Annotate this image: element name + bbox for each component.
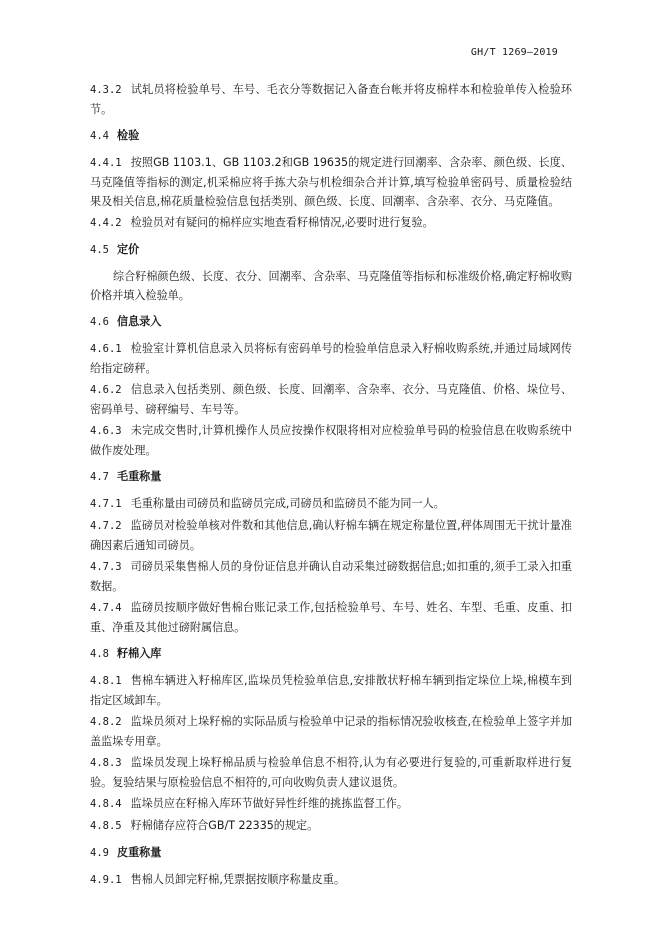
section-number: 4.4 [90, 130, 109, 142]
section-number: 4.5 [90, 244, 109, 256]
section-title: 检验 [116, 129, 140, 142]
clause-4-4-1 [90, 153, 572, 211]
section-4-5-text: 综合籽棉颜色级、长度、衣分、回潮率、含杂率、马克隆值等指标和标准级价格,确定籽棉收购价格并填入检验单。 [90, 270, 572, 302]
clause-text: 未完成交售时,计算机操作人员应按操作权限将相对应检验单号码的检验信息在收购系统中做作废处理。 [90, 424, 572, 457]
section-heading-4-6 [90, 312, 572, 332]
clause-number: 4.8.1 [90, 675, 122, 687]
clause-number: 4.7.4 [90, 602, 122, 614]
section-title: 籽棉入库 [116, 647, 162, 660]
clause-text: 监垛员须对上垛籽棉的实际品质与检验单中记录的指标情况验收核查,在检验单上签字并加盖监垛专用章。 [90, 715, 572, 748]
clause-4-6-1 [90, 339, 572, 378]
clause-text: 检验员对有疑问的棉样应实地查看籽棉情况,必要时进行复验。 [130, 216, 434, 229]
section-heading-4-5 [90, 240, 572, 260]
section-heading-4-4 [90, 126, 572, 146]
clause-number: 4.8.3 [90, 757, 122, 769]
clause-text: 籽棉储存应符合GB/T 22335的规定。 [130, 819, 319, 832]
clause-text: 试轧员将检验单号、车号、毛衣分等数据记入备查台帐并将皮棉样本和检验单传入检验环节。 [90, 83, 572, 116]
clause-number: 4.4.2 [90, 217, 122, 229]
section-number: 4.7 [90, 471, 109, 483]
section-heading-4-7 [90, 467, 572, 487]
clause-4-8-3 [90, 753, 572, 792]
section-title: 皮重称量 [116, 846, 162, 859]
clause-4-8-1 [90, 671, 572, 710]
clause-4-8-2 [90, 712, 572, 751]
document-body [90, 80, 572, 890]
clause-number: 4.7.3 [90, 561, 122, 573]
clause-number: 4.7.1 [90, 498, 122, 510]
clause-4-7-1 [90, 494, 572, 514]
clause-text: 毛重称量由司磅员和监磅员完成,司磅员和监磅员不能为同一人。 [130, 497, 445, 510]
section-title: 定价 [116, 243, 140, 256]
clause-text: 司磅员采集售棉人员的身份证信息并确认自动采集过磅数据信息;如扣重的,须手工录入扣重数据。 [90, 560, 572, 593]
section-number: 4.8 [90, 648, 109, 660]
section-number: 4.9 [90, 847, 109, 859]
section-heading-4-8 [90, 644, 572, 664]
clause-4-7-3 [90, 557, 572, 596]
clause-text: 监磅员按顺序做好售棉台账记录工作,包括检验单号、车号、姓名、车型、毛重、皮重、扣重、净重及其他过磅附属信息。 [90, 601, 572, 634]
section-number: 4.6 [90, 316, 109, 328]
clause-text: 监垛员发现上垛籽棉品质与检验单信息不相符,认为有必要进行复验的,可重新取样进行复验。复验结果与原检验信息不相符的,可向收购负责人建议退货。 [90, 756, 572, 789]
clause-4-4-2 [90, 213, 572, 233]
clause-4-6-3 [90, 421, 572, 460]
clause-4-3-2 [90, 80, 572, 119]
clause-number: 4.8.4 [90, 798, 122, 810]
clause-text: 售棉人员卸完籽棉,凭票据按顺序称量皮重。 [130, 873, 345, 886]
clause-number: 4.8.5 [90, 820, 122, 832]
clause-4-8-4 [90, 794, 572, 814]
clause-4-6-2 [90, 380, 572, 419]
clause-4-9-1 [90, 870, 572, 890]
clause-text: 监磅员对检验单核对件数和其他信息,确认籽棉车辆在规定称量位置,秤体周围无干扰计量准确因素后通知司磅员。 [90, 519, 572, 552]
clause-number: 4.3.2 [90, 84, 122, 96]
clause-number: 4.7.2 [90, 520, 122, 532]
clause-number: 4.6.3 [90, 425, 122, 437]
clause-text: 检验室计算机信息录入员将标有密码单号的检验单信息录入籽棉收购系统,并通过局域网传给指定磅秤。 [90, 342, 572, 375]
clause-number: 4.4.1 [90, 157, 122, 169]
clause-number: 4.6.2 [90, 384, 122, 396]
clause-text: 按照GB 1103.1、GB 1103.2和GB 19635的规定进行回潮率、含杂率、颜色级、长度、马克隆值等指标的测定,机采棉应将手拣大杂与机检细杂合并计算,填写检验单密码号、质量检验结果及相关信息,棉花质量检验信息包括类别、颜色级、长度、回潮率、含杂率、衣分、马克隆值。 [90, 156, 572, 208]
clause-number: 4.8.2 [90, 716, 122, 728]
clause-text: 信息录入包括类别、颜色级、长度、回潮率、含杂率、衣分、马克隆值、价格、垛位号、密码单号、磅秤编号、车号等。 [90, 383, 572, 416]
document-code: GH/T 1269—2019 [470, 47, 558, 58]
clause-number: 4.6.1 [90, 343, 122, 355]
clause-4-7-4 [90, 598, 572, 637]
section-heading-4-9 [90, 843, 572, 863]
clause-number: 4.9.1 [90, 874, 122, 886]
clause-4-8-5 [90, 816, 572, 836]
clause-text: 售棉车辆进入籽棉库区,监垛员凭检验单信息,安排散状籽棉车辆到指定垛位上垛,棉模车到指定区域卸车。 [90, 674, 572, 707]
clause-4-7-2 [90, 516, 572, 555]
section-title: 信息录入 [116, 315, 162, 328]
clause-text: 监垛员应在籽棉入库环节做好异性纤维的挑拣监督工作。 [130, 797, 408, 810]
section-title: 毛重称量 [116, 470, 162, 483]
